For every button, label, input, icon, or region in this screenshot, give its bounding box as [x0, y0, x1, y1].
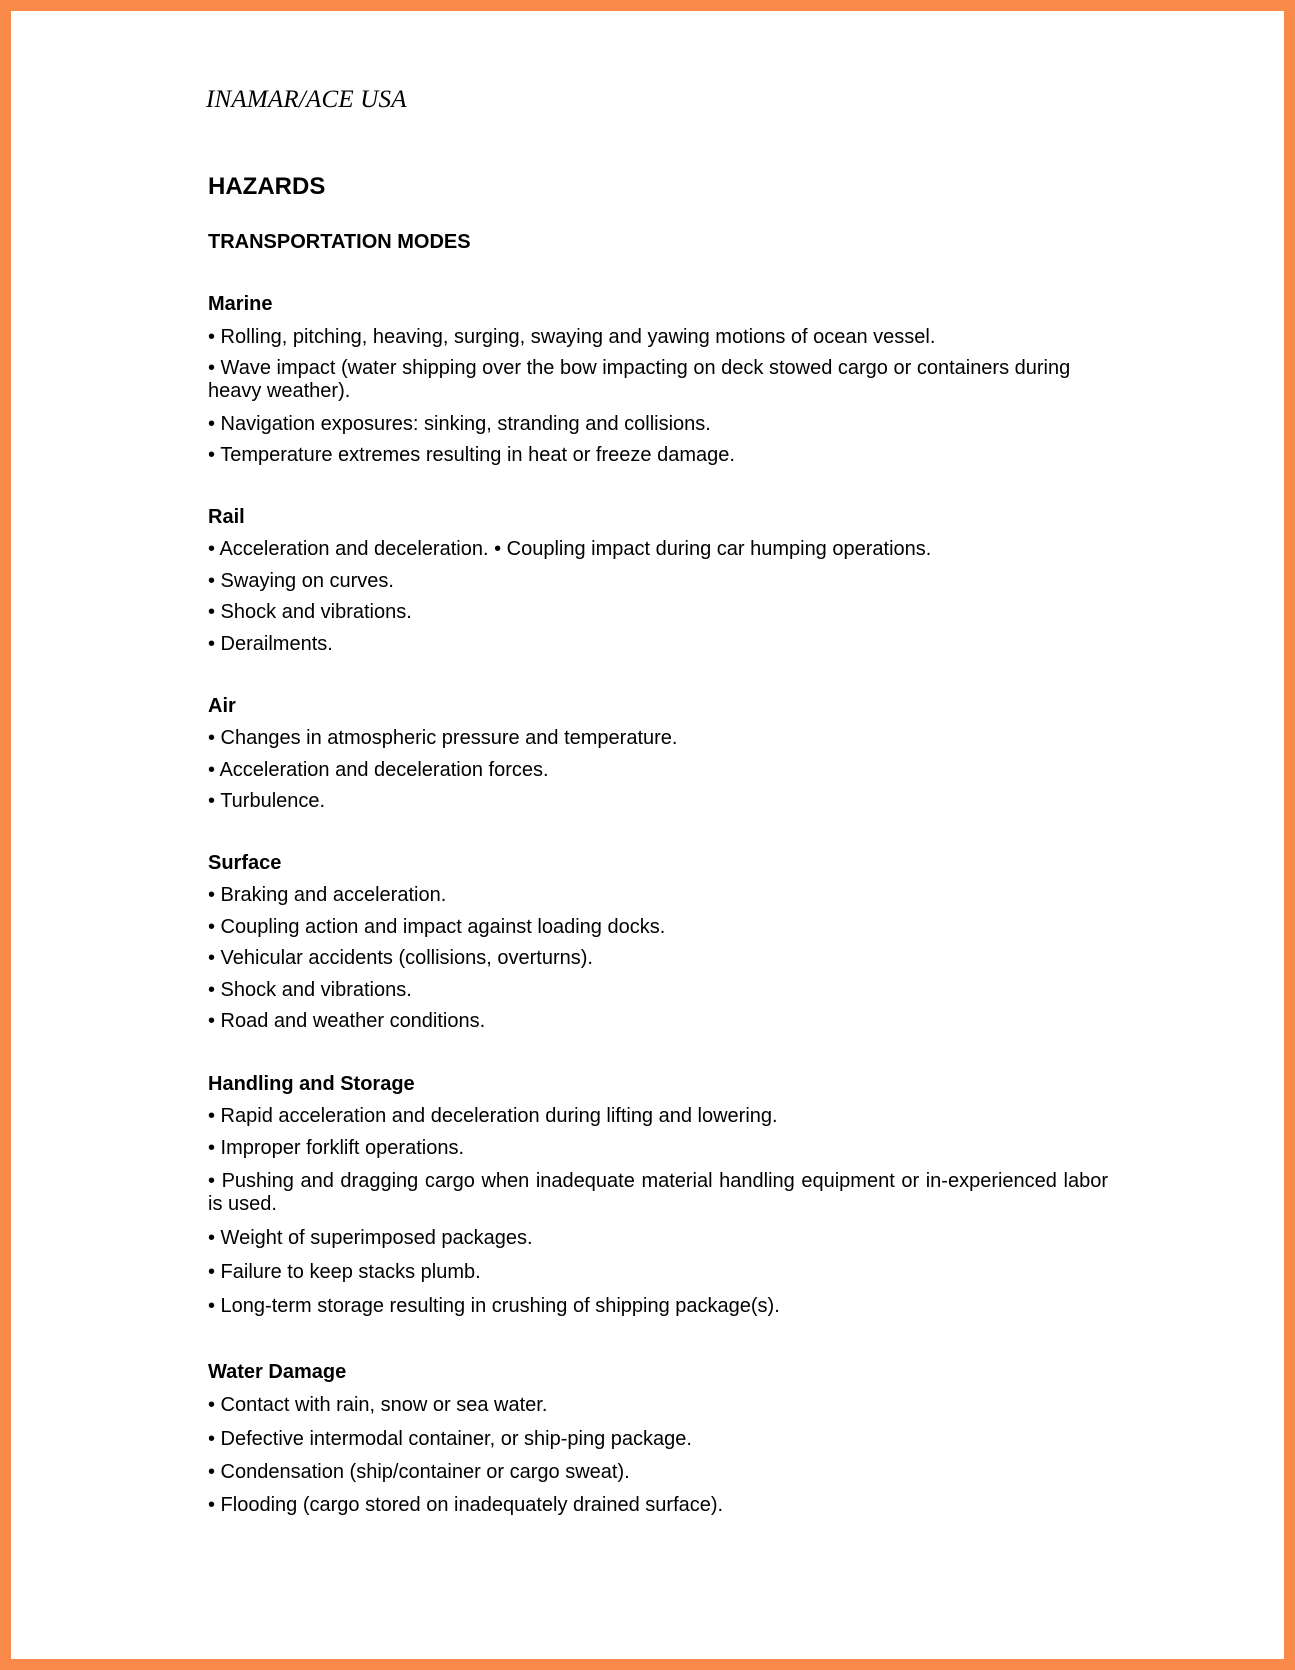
air-item: • Turbulence. [208, 790, 326, 812]
water-item: • Defective intermodal container, or ship-ping package. [208, 1428, 692, 1450]
marine-item: • Temperature extremes resulting in heat or freeze damage. [208, 444, 735, 466]
handling-item: • Rapid acceleration and deceleration during lifting and lowering. [208, 1105, 778, 1127]
handling-item: • Long-term storage resulting in crushing of shipping package(s). [208, 1295, 780, 1317]
water-item: • Contact with rain, snow or sea water. [208, 1394, 548, 1416]
section-heading-rail: Rail [208, 506, 245, 528]
section-heading-marine: Marine [208, 293, 273, 315]
handling-item: • Improper forklift operations. [208, 1137, 464, 1159]
header-org-name: INAMAR/ACE USA [206, 86, 407, 113]
surface-item: • Road and weather conditions. [208, 1010, 486, 1032]
marine-item: • Navigation exposures: sinking, stranding and collisions. [208, 413, 711, 435]
air-item: • Acceleration and deceleration forces. [208, 759, 549, 781]
surface-item: • Coupling action and impact against loading docks. [208, 916, 666, 938]
handling-item: • Weight of superimposed packages. [208, 1227, 533, 1249]
section-heading-surface: Surface [208, 852, 282, 874]
section-heading-air: Air [208, 695, 236, 717]
marine-item: • Wave impact (water shipping over the bow impacting on deck stowed cargo or containers during heavy weather). [208, 357, 1071, 402]
surface-item: • Vehicular accidents (collisions, overturns). [208, 947, 593, 969]
rail-item: • Shock and vibrations. [208, 601, 412, 623]
air-item: • Changes in atmospheric pressure and temperature. [208, 727, 678, 749]
section-heading-water-damage: Water Damage [208, 1361, 347, 1383]
handling-item: • Failure to keep stacks plumb. [208, 1261, 481, 1283]
surface-item: • Braking and acceleration. [208, 884, 447, 906]
water-item: • Condensation (ship/container or cargo sweat). [208, 1461, 630, 1483]
rail-item: • Acceleration and deceleration. • Coupling impact during car humping operations. [208, 538, 932, 560]
water-item: • Flooding (cargo stored on inadequately drained surface). [208, 1494, 724, 1516]
surface-item: • Shock and vibrations. [208, 979, 412, 1001]
handling-item: • Pushing and dragging cargo when inadequate material handling equipment or in-experienced labor is used. [208, 1170, 1108, 1215]
page-subtitle: TRANSPORTATION MODES [208, 231, 471, 253]
page-title: HAZARDS [208, 173, 326, 200]
rail-item: • Derailments. [208, 633, 333, 655]
section-heading-handling-storage: Handling and Storage [208, 1073, 415, 1095]
marine-item: • Rolling, pitching, heaving, surging, swaying and yawing motions of ocean vessel. [208, 326, 936, 348]
rail-item: • Swaying on curves. [208, 570, 394, 592]
